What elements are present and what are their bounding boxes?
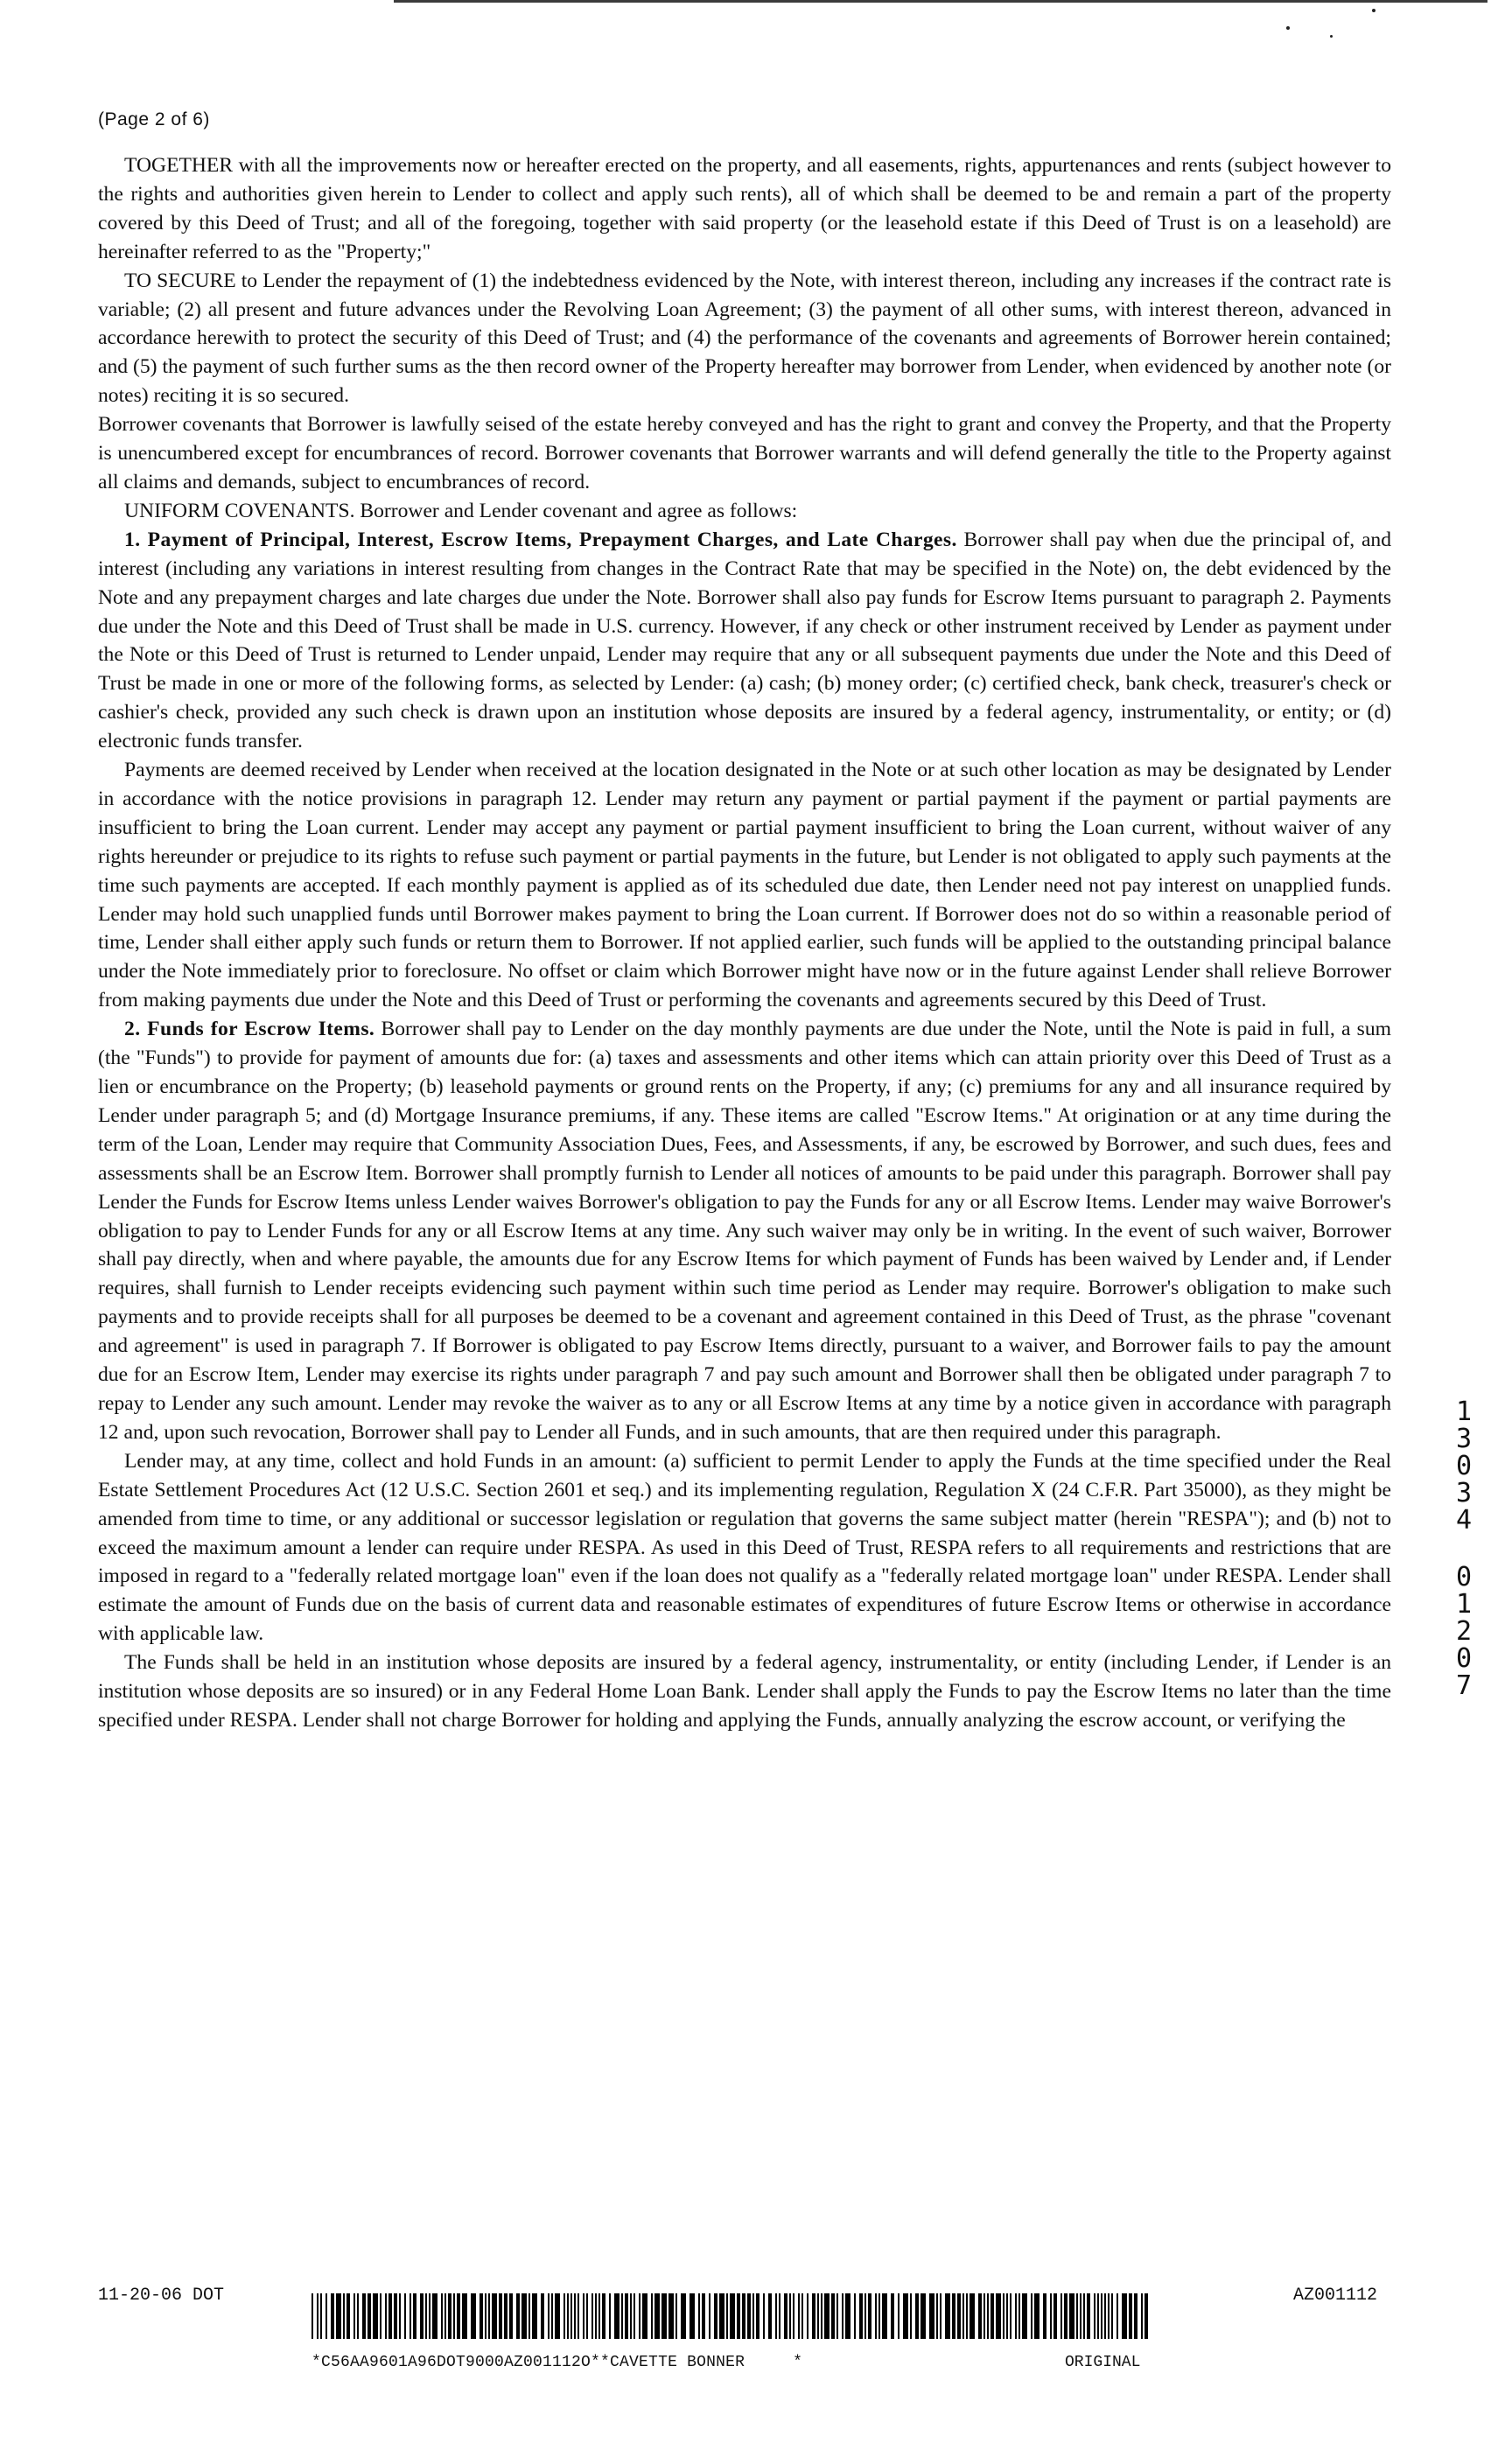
barcode-bar	[709, 2293, 710, 2339]
barcode-bar	[957, 2293, 961, 2339]
barcode-bar	[595, 2293, 597, 2339]
stamp-digit: 1	[1455, 1396, 1473, 1427]
barcode-bar	[609, 2293, 611, 2339]
barcode-bar	[532, 2293, 537, 2339]
barcode-bar	[1003, 2293, 1004, 2339]
barcode-bar	[1060, 2293, 1062, 2339]
paragraph-text: Borrower covenants that Borrower is lawfully seised of the estate hereby conveyed and has the right to grant and convey the Property, and that the Property is unencumbered except for encumbrances of record. Borrower covenants that Borrower warrants and will defend generally the title to the Property against all claims and demands, subject to encumbrances of record.	[98, 413, 1391, 494]
barcode-bar	[821, 2293, 822, 2339]
barcode-bar	[457, 2293, 460, 2339]
barcode-bar	[574, 2293, 576, 2339]
barcode-bar	[987, 2293, 989, 2339]
barcode-bar	[555, 2293, 560, 2339]
barcode-bar	[807, 2293, 808, 2339]
barcode-bar	[444, 2293, 446, 2339]
barcode-bar	[920, 2293, 926, 2339]
barcode-bar	[1069, 2293, 1074, 2339]
barcode-bar	[1050, 2293, 1052, 2339]
barcode-bar	[882, 2293, 887, 2339]
barcode-caption: *C56AA9601A96DOT9000AZ001112O**CAVETTE BONNER *	[312, 2354, 803, 2371]
barcode-bar	[429, 2293, 430, 2339]
stamp-digit: 3	[1455, 1478, 1473, 1508]
barcode-bar	[1010, 2293, 1012, 2339]
barcode-bar	[1064, 2293, 1068, 2339]
stamp-digit: 1	[1455, 1589, 1473, 1620]
barcode-bar	[929, 2293, 934, 2339]
paragraph-text: UNIFORM COVENANTS. Borrower and Lender covenant and agree as follows:	[124, 499, 798, 522]
barcode-bar	[898, 2293, 900, 2339]
barcode-bar	[516, 2293, 520, 2339]
barcode-bar	[485, 2293, 486, 2339]
paragraph-text: Borrower shall pay when due the principal of, and interest (including any variations in interest resulting from changes in the Contract Rate that may be specified in the Note) on, the debt evidenced by the Note and any prepayment charges and late charges due under the Note. Borrower shall also pay funds for Escrow Items pursuant to paragraph 2. Payments due under the Note and this Deed of Trust shall be made in U.S. currency. However, if any check or other instrument received by Lender as payment under the Note or this Deed of Trust is returned to Lender unpaid, Lender may require that any or all subsequent payments due under the Note and this Deed of Trust be made in one or more of the following forms, as selected by Lender: (a) cash; (b) money order; (c) certified check, bank check, treasurer's check or cashier's check, provided any such check is drawn upon an institution whose deposits are insured by a federal agency, instrumentality, or entity; or (d) electronic funds transfer.	[98, 528, 1392, 753]
barcode-bar	[1141, 2293, 1143, 2339]
barcode-bar	[504, 2293, 508, 2339]
barcode-bar	[1122, 2293, 1127, 2339]
paragraph	[98, 756, 1391, 1015]
barcode-bar	[570, 2293, 572, 2339]
barcode-bar	[996, 2293, 1001, 2339]
barcode-bar	[639, 2293, 640, 2339]
barcode-bar	[499, 2293, 502, 2339]
barcode-bar	[592, 2293, 593, 2339]
barcode-bar	[676, 2293, 677, 2339]
document-body	[98, 151, 1391, 1735]
barcode-bar	[598, 2293, 600, 2339]
barcode-bar	[625, 2293, 628, 2339]
barcode-bar	[373, 2293, 378, 2339]
barcode-bar	[891, 2293, 894, 2339]
barcode-bar	[326, 2293, 327, 2339]
barcode-bar	[812, 2293, 816, 2339]
paragraph-text: Borrower shall pay to Lender on the day monthly payments are due under the Note, until the Note is paid in full, a sum (the "Funds") to provide for payment of amounts due for: (a) taxes and assessments and other items which can attain priority over this Deed of Trust as a lien or encumbrance on the Property; (b) leasehold payments or ground rents on the Property, if any; (c) premiums for any and all insurance required by Lender under paragraph 5; and (d) Mortgage Insurance premiums, if any. These items are called "Escrow Items." At origination or at any time during the term of the Loan, Lender may require that Community Association Dues, Fees, and Assessments, if any, be escrowed by Borrower, and such dues, fees and assessments shall be an Escrow Item. Borrower shall promptly furnish to Lender all notices of amounts to be paid under this paragraph. Borrower shall pay Lender the Funds for Escrow Items unless Lender waives Borrower's obligation to pay the Funds for any or all Escrow Items. Lender may waive Borrower's obligation to pay to Lender Funds for any or all Escrow Items at any time. Any such waiver may only be in writing. In the event of such waiver, Borrower shall pay directly, when and where payable, the amounts due for any Escrow Items for which payment of Funds has been waived by Lender and, if Lender requires, shall furnish to Lender receipts evidencing such payment within such time period as Lender may require. Borrower's obligation to make such payments and to provide receipts shall for all purposes be deemed to be a covenant and agreement contained in this Deed of Trust, as the phrase "covenant and agreement" is used in paragraph 7. If Borrower is obligated to pay Escrow Items directly, pursuant to a waiver, and Borrower fails to pay the amount due for an Escrow Item, Lender may exercise its rights under paragraph 7 and pay such amount and Borrower shall then be obligated under paragraph 7 to repay to Lender any such amount. Lender may revoke the waiver as to any or all Escrow Items at any time by a notice given in accordance with paragraph 12 and, upon such revocation, Borrower shall pay to Lender all Funds, and in such amounts, that are then required under this paragraph.	[98, 1018, 1391, 1444]
barcode-bar	[936, 2293, 938, 2339]
barcode-bar	[432, 2293, 438, 2339]
barcode-bar	[690, 2293, 695, 2339]
barcode-bar	[602, 2293, 606, 2339]
barcode-bar	[1097, 2293, 1099, 2339]
barcode-bar	[380, 2293, 382, 2339]
paragraph	[98, 410, 1391, 497]
barcode-bar	[1104, 2293, 1106, 2339]
barcode-bar	[480, 2293, 483, 2339]
barcode-bar	[654, 2293, 660, 2339]
barcode-bar	[362, 2293, 366, 2339]
barcode-bar	[492, 2293, 497, 2339]
barcode-bar	[952, 2293, 956, 2339]
barcode-bar	[984, 2293, 985, 2339]
barcode-bar	[1015, 2293, 1017, 2339]
barcode-bar	[726, 2293, 728, 2339]
barcode-bar	[462, 2293, 467, 2339]
barcode-bar	[488, 2293, 490, 2339]
barcode-bar	[388, 2293, 392, 2339]
barcode-bar	[441, 2293, 443, 2339]
barcode-bar	[394, 2293, 397, 2339]
barcode-bar	[910, 2293, 912, 2339]
barcode-bar	[1134, 2293, 1138, 2339]
barcode-bar	[1006, 2293, 1008, 2339]
barcode-bar	[798, 2293, 800, 2339]
section-heading: 2. Funds for Escrow Items.	[124, 1018, 375, 1041]
scan-speck	[1372, 9, 1376, 12]
barcode-bar	[357, 2293, 359, 2339]
barcode-bar	[763, 2293, 765, 2339]
barcode-bar	[945, 2293, 950, 2339]
barcode-bar	[614, 2293, 620, 2339]
stamp-digit: 4	[1455, 1505, 1473, 1536]
stamp-digit: 2	[1455, 1616, 1473, 1647]
barcode-bar	[789, 2293, 791, 2339]
barcode-bar	[368, 2293, 371, 2339]
recording-stamp-vertical	[1451, 1398, 1477, 1699]
barcode-bar	[336, 2293, 341, 2339]
barcode-bar	[471, 2293, 476, 2339]
barcode-bar	[966, 2293, 968, 2339]
barcode-bar	[903, 2293, 908, 2339]
barcode-bar	[1087, 2293, 1090, 2339]
barcode-bar	[842, 2293, 844, 2339]
barcode-bar	[784, 2293, 788, 2339]
barcode-bar	[1116, 2293, 1118, 2339]
barcode-bar	[1031, 2293, 1032, 2339]
barcode-bar	[448, 2293, 452, 2339]
scan-speck	[1330, 35, 1333, 38]
barcode-bar	[875, 2293, 877, 2339]
barcode-bar	[702, 2293, 705, 2339]
barcode-bar	[714, 2293, 718, 2339]
barcode-bar	[793, 2293, 794, 2339]
barcode-bar	[331, 2293, 334, 2339]
barcode-bar	[1108, 2293, 1110, 2339]
stamp-digit: 3	[1455, 1424, 1473, 1454]
barcode-bar	[831, 2293, 835, 2339]
barcode-bar	[317, 2293, 318, 2339]
barcode-bar	[551, 2293, 553, 2339]
barcode-bar	[413, 2293, 416, 2339]
barcode-bar	[630, 2293, 632, 2339]
barcode-bar	[681, 2293, 686, 2339]
barcode-bar	[1144, 2293, 1148, 2339]
barcode-bar	[354, 2293, 355, 2339]
barcode-bar	[824, 2293, 830, 2339]
barcode-bar	[1111, 2293, 1113, 2339]
barcode-bar	[564, 2293, 565, 2339]
barcode-bar	[522, 2293, 527, 2339]
barcode-bar	[453, 2293, 455, 2339]
paragraph	[98, 267, 1391, 411]
barcode-bar	[1076, 2293, 1078, 2339]
barcode-bar	[312, 2293, 313, 2339]
barcode-bar	[425, 2293, 427, 2339]
barcode-bar	[802, 2293, 803, 2339]
barcode-bar	[1043, 2293, 1046, 2339]
barcode-bar	[990, 2293, 994, 2339]
barcode-bar	[817, 2293, 819, 2339]
barcode-bar	[742, 2293, 746, 2339]
barcode-bar	[509, 2293, 513, 2339]
barcode-bar	[730, 2293, 735, 2339]
barcode-bar	[528, 2293, 530, 2339]
barcode-bar	[621, 2293, 623, 2339]
section-heading: 1. Payment of Principal, Interest, Escrow Items, Prepayment Charges, and Late Charges.	[124, 528, 957, 551]
paragraph	[98, 526, 1391, 756]
document-id: AZ001112	[1293, 2286, 1378, 2306]
barcode-bar	[775, 2293, 777, 2339]
barcode-bar	[1129, 2293, 1132, 2339]
barcode-bar	[1083, 2293, 1085, 2339]
barcode-bar	[940, 2293, 942, 2339]
paragraph-text: Lender may, at any time, collect and hold Funds in an amount: (a) sufficient to permit Lender to apply the Funds at the time specified under the Real Estate Settlement Procedures Act (12 U.S.C. Section 2601 et seq.) and its implementing regulation, Regulation X (24 C.F.R. Part 35000), as they might be amended from time to time, or any additional or successor legislation or regulation that governs the same subject matter (herein "RESPA"); and (b) not to exceed the maximum amount a lender can require under RESPA. As used in this Deed of Trust, RESPA refers to all requirements and restrictions that are imposed in regard to a "federally related mortgage loan" even if the loan does not qualify as a "federally related mortgage loan" under RESPA. Lender shall estimate the amount of Funds due on the basis of current data and reasonable estimates of expenditures of future Escrow Items or otherwise in accordance with applicable law.	[98, 1449, 1391, 1646]
barcode-bar	[779, 2293, 780, 2339]
stamp-gap	[1451, 1534, 1477, 1564]
barcode-bar	[668, 2293, 674, 2339]
barcode-bar	[1094, 2293, 1096, 2339]
barcode-bar	[320, 2293, 322, 2339]
barcode-bar	[420, 2293, 424, 2339]
barcode-bar	[1101, 2293, 1102, 2339]
barcode-bar	[1080, 2293, 1082, 2339]
scan-speck	[1286, 26, 1290, 30]
barcode-bar	[752, 2293, 754, 2339]
paragraph-text: Payments are deemed received by Lender when received at the location designated in the Note or at such other location as may be designated by Lender in accordance with the notice provisions in paragraph 12. Lender may return any payment or partial payment if the payment or partial payments are insufficient to bring the Loan current. Lender may accept any payment or partial payment insufficient to bring the Loan current, without waiver of any rights hereunder or prejudice to its rights to refuse such payment or partial payments in the future, but Lender is not obligated to apply such payments at the time such payments are accepted. If each monthly payment is applied as of its scheduled due date, then Lender need not pay interest on unapplied funds. Lender may hold such unapplied funds until Borrower makes payment to bring the Loan current. If Borrower does not do so within a reasonable period of time, Lender shall either apply such funds or return them to Borrower. If not applied earlier, such funds will be applied to the outstanding principal balance under the Note immediately prior to foreclosure. No offset or claim which Borrower might have now or in the future against Lender shall relieve Borrower from making payments due under the Note and this Deed of Trust or performing the covenants and agreements secured by this Deed of Trust.	[98, 759, 1391, 1012]
paragraph	[98, 1648, 1391, 1735]
scan-top-border	[394, 0, 1488, 3]
paragraph-text: The Funds shall be held in an institution whose deposits are insured by a federal agency, instrumentality, or entity (including Lender, if Lender is an institution whose deposits are so insured) or in any Federal Home Loan Bank. Lender shall apply the Funds to pay the Escrow Items no later than the time specified under RESPA. Lender shall not charge Borrower for holding and applying the Funds, annually analyzing the escrow account, or verifying the	[98, 1651, 1391, 1732]
stamp-digit: 0	[1455, 1451, 1473, 1481]
barcode-bar	[1022, 2293, 1027, 2339]
barcode-bar	[747, 2293, 751, 2339]
barcode-bar	[567, 2293, 569, 2339]
barcode-bar	[410, 2293, 411, 2339]
barcode	[312, 2293, 1150, 2339]
stamp-digit: 0	[1455, 1643, 1473, 1674]
paragraph-text: TOGETHER with all the improvements now or hereafter erected on the property, and all easements, rights, appurtenances and rents (subject however to the rights and authorities given herein to Lender to collect and apply such rents), all of which shall be deemed to be and remain a part of the property covered by this Deed of Trust; and all of the foregoing, together with said property (or the leasehold estate if this Deed of Trust is on a leasehold) are hereinafter referred to as the "Property;"	[98, 154, 1391, 263]
barcode-bar	[854, 2293, 856, 2339]
barcode-bar	[878, 2293, 880, 2339]
barcode-bar	[836, 2293, 838, 2339]
page-number: (Page 2 of 6)	[98, 109, 210, 130]
barcode-bar	[651, 2293, 653, 2339]
barcode-bar	[1018, 2293, 1020, 2339]
paragraph	[98, 151, 1391, 267]
barcode-bar	[634, 2293, 635, 2339]
paragraph	[98, 497, 1391, 526]
barcode-bar	[1054, 2293, 1057, 2339]
barcode-bar	[978, 2293, 982, 2339]
original-label: ORIGINAL	[1065, 2354, 1141, 2371]
barcode-bar	[548, 2293, 550, 2339]
barcode-bar	[756, 2293, 760, 2339]
barcode-bar	[962, 2293, 964, 2339]
barcode-bar	[868, 2293, 872, 2339]
barcode-bar	[578, 2293, 579, 2339]
barcode-bar	[719, 2293, 724, 2339]
barcode-bar	[859, 2293, 863, 2339]
barcode-bar	[404, 2293, 406, 2339]
paragraph-text: TO SECURE to Lender the repayment of (1) the indebtedness evidenced by the Note, with interest thereon, including any increases if the contract rate is variable; (2) all present and future advances under the Revolving Loan Agreement; (3) the payment of all other sums, with interest thereon, advanced in accordance herewith to protect the security of this Deed of Trust; and (4) the performance of the covenants and agreements of Borrower herein contained; and (5) the payment of such further sums as the then record owner of the Property hereafter may borrower from Lender, when evidenced by another note (or notes) reciting it is so secured.	[98, 269, 1391, 408]
barcode-bar	[586, 2293, 588, 2339]
barcode-bar	[698, 2293, 700, 2339]
barcode-bar	[768, 2293, 772, 2339]
paragraph	[98, 1447, 1391, 1648]
stamp-digit: 0	[1455, 1562, 1473, 1592]
stamp-digit: 7	[1455, 1670, 1473, 1701]
barcode-bar	[845, 2293, 850, 2339]
barcode-bar	[583, 2293, 584, 2339]
barcode-bar	[915, 2293, 919, 2339]
barcode-bar	[399, 2293, 401, 2339]
barcode-bar	[970, 2293, 975, 2339]
barcode-bar	[1034, 2293, 1040, 2339]
form-code: 11-20-06 DOT	[98, 2286, 225, 2306]
barcode-bar	[737, 2293, 740, 2339]
barcode-bar	[346, 2293, 350, 2339]
barcode-bar	[642, 2293, 648, 2339]
barcode-bar	[541, 2293, 544, 2339]
barcode-bar	[385, 2293, 387, 2339]
barcode-bar	[662, 2293, 667, 2339]
barcode-bar	[864, 2293, 866, 2339]
paragraph	[98, 1015, 1391, 1447]
barcode-bar	[343, 2293, 345, 2339]
